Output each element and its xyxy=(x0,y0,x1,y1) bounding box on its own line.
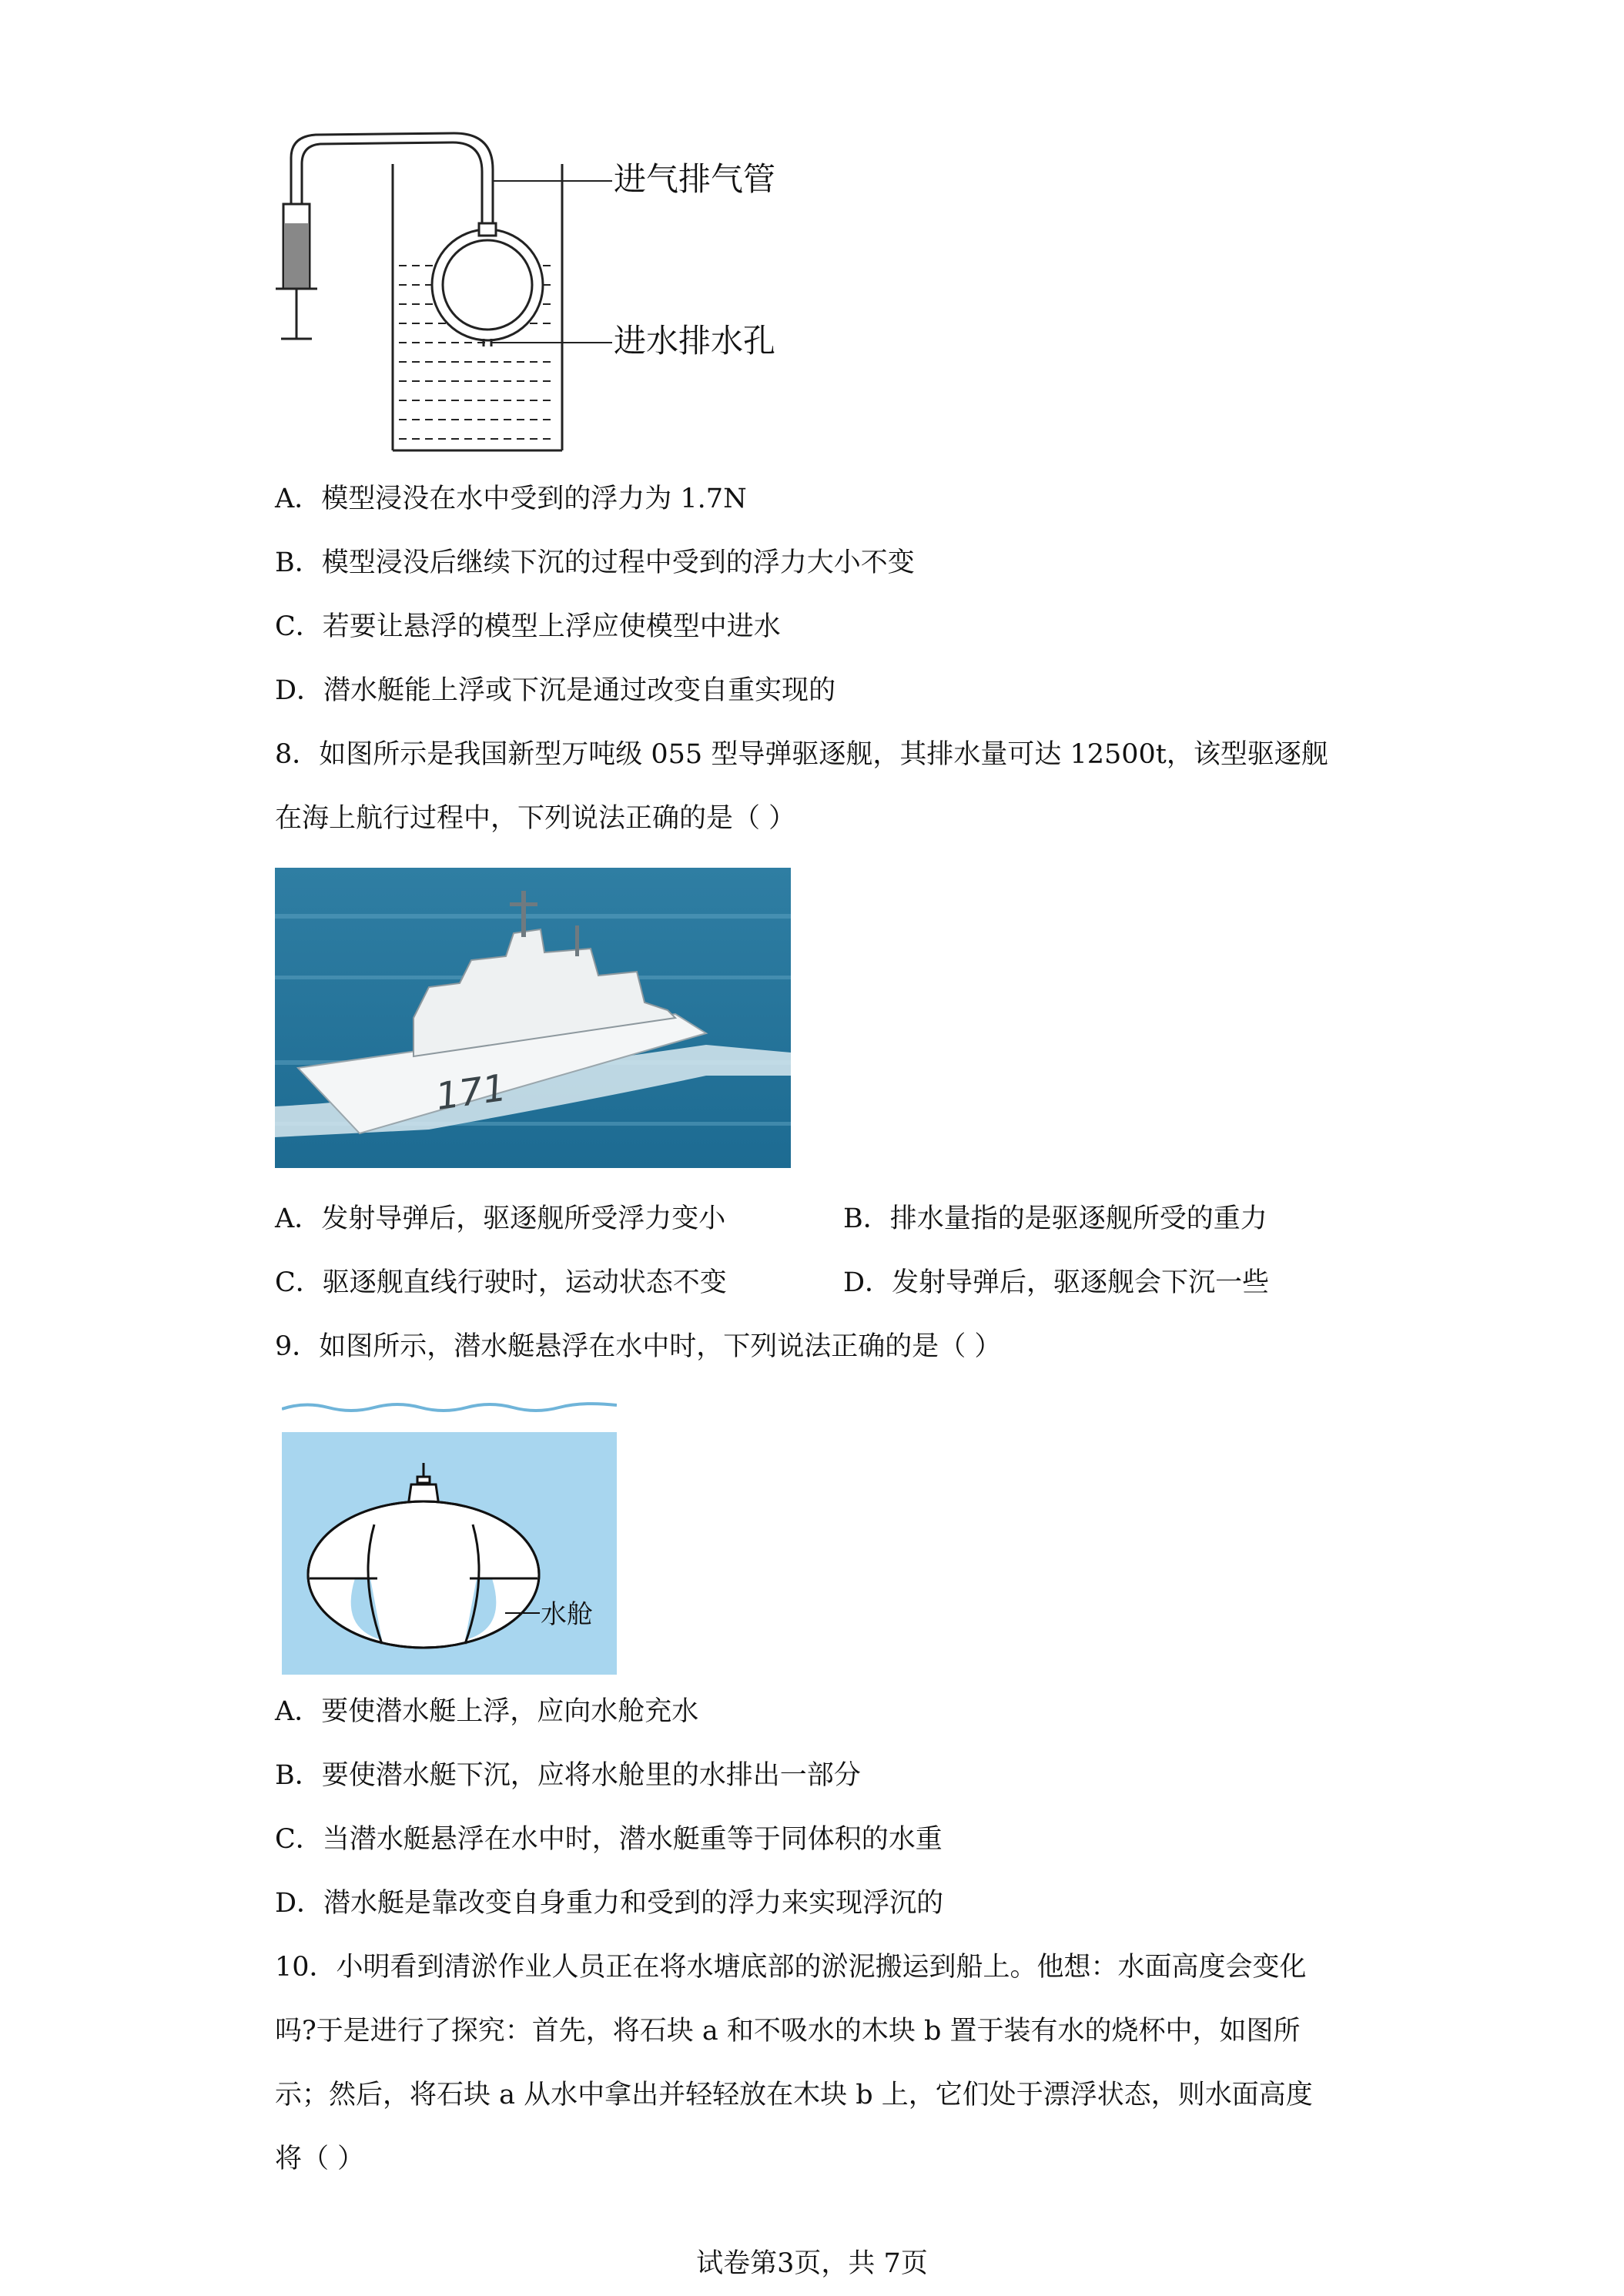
q8-option-d: D．发射导弹后，驱逐舰会下沉一些 xyxy=(843,1267,1270,1298)
q7-option-c: C．若要让悬浮的模型上浮应使模型中进水 xyxy=(275,611,781,642)
label-air-pipe: 进气排气管 xyxy=(614,160,776,198)
q10-stem-line3: 示；然后，将石块 a 从水中拿出并轻轻放在木块 b 上，它们处于漂浮状态，则水面高度 xyxy=(275,2080,1313,2110)
q7-option-d: D．潜水艇能上浮或下沉是通过改变自重实现的 xyxy=(275,675,836,706)
syringe-icon xyxy=(276,192,317,339)
q10-stem-line2: 吗?于是进行了探究：首先，将石块 a 和不吸水的木块 b 置于装有水的烧杯中，如图所 xyxy=(275,2016,1301,2047)
q8-option-c: C．驱逐舰直线行驶时，运动状态不变 xyxy=(275,1267,727,1298)
water-tank-label: 水舱 xyxy=(541,1599,593,1630)
q8-stem-line2: 在海上航行过程中，下列说法正确的是（ ） xyxy=(275,803,796,834)
q7-option-b: B．模型浸没后继续下沉的过程中受到的浮力大小不变 xyxy=(275,547,915,578)
q8-option-a: A．发射导弹后，驱逐舰所受浮力变小 xyxy=(275,1203,726,1234)
page-footer: 试卷第3页，共 7页 xyxy=(696,2248,928,2279)
hull-number: 171 xyxy=(433,1066,510,1119)
submarine-figure xyxy=(282,1394,617,1675)
q10-stem-line1: 10．小明看到清淤作业人员正在将水塘底部的淤泥搬运到船上。他想：水面高度会变化 xyxy=(275,1952,1307,1983)
label-water-hole: 进水排水孔 xyxy=(614,322,776,360)
q9-option-a: A．要使潜水艇上浮，应向水舱充水 xyxy=(275,1696,699,1727)
destroyer-photo xyxy=(275,868,791,1168)
q7-option-a: A．模型浸没在水中受到的浮力为 1.7N xyxy=(275,484,747,514)
q8-stem-line1: 8．如图所示是我国新型万吨级 055 型导弹驱逐舰，其排水量可达 12500t，该型驱逐舰 xyxy=(275,739,1328,770)
q10-stem-line4: 将（ ） xyxy=(275,2144,365,2174)
q8-option-b: B．排水量指的是驱逐舰所受的重力 xyxy=(843,1203,1267,1234)
q9-stem: 9．如图所示，潜水艇悬浮在水中时，下列说法正确的是（ ） xyxy=(275,1331,1002,1362)
ring-model xyxy=(432,223,543,346)
q9-option-c: C．当潜水艇悬浮在水中时，潜水艇重等于同体积的水重 xyxy=(275,1824,943,1855)
q9-option-b: B．要使潜水艇下沉，应将水舱里的水排出一部分 xyxy=(275,1760,861,1791)
q9-option-d: D．潜水艇是靠改变自身重力和受到的浮力来实现浮沉的 xyxy=(275,1888,944,1919)
